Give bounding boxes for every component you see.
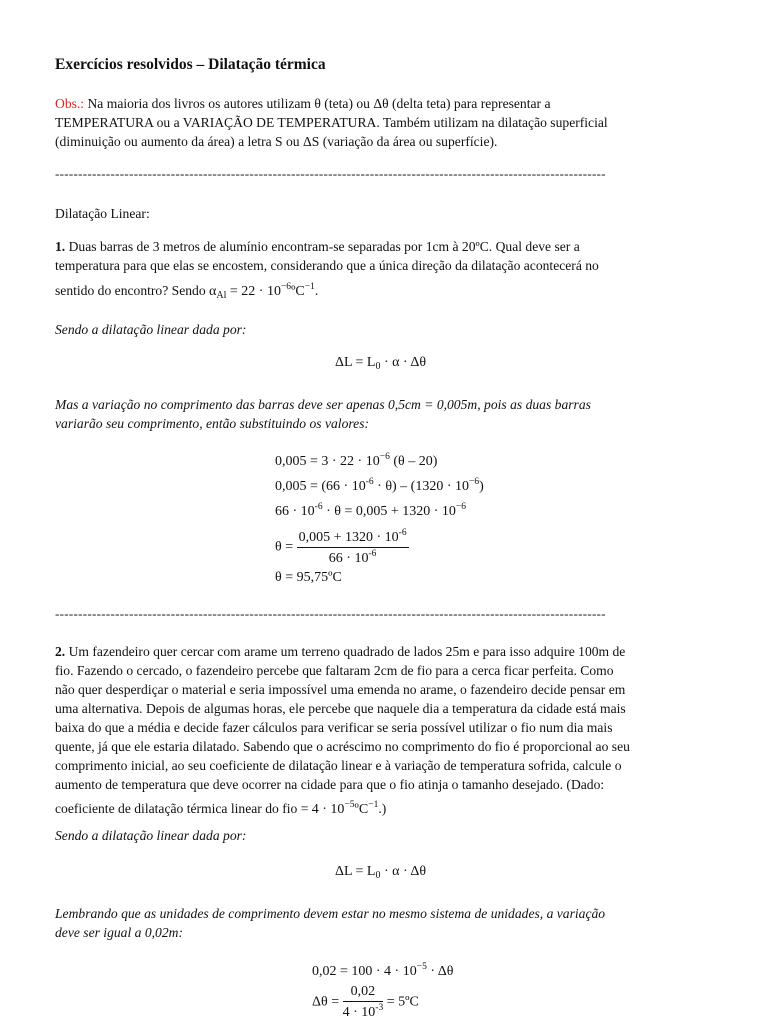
exercise-1-statement — [55, 237, 735, 305]
step-2-part-a: 0,005 = (66 · 10 — [275, 479, 366, 494]
step-1-part-b: (θ – 20) — [389, 454, 438, 469]
exercise-1-explanation-line-2: variarão seu comprimento, então substituindo os valores: — [55, 416, 370, 431]
exercise-1-line-3-end: . — [314, 283, 319, 298]
exercise-1-result: θ = 95,75ºC — [275, 570, 342, 585]
step-4-denominator: $66 \cdot 10^{-6}$ — [328, 549, 377, 566]
formula-rhs: · α · Δθ — [380, 355, 427, 370]
step-3-part-b: · θ = 0,005 + 1320 · 10 — [322, 504, 456, 519]
exercise-1-line-2: temperatura para que elas se encostem, considerando que a única direção da dilatação acontecerá no — [55, 258, 599, 273]
step-3-exponent-2: −6 — [455, 502, 467, 512]
step-1-part-b: · Δθ — [426, 964, 454, 979]
exercise-2-line-9-end: .) — [378, 801, 387, 816]
exercise-2-line-6: quente, já que ele estaria dilatado. Sabendo que o acréscimo no comprimento do fio é proporcional ao seu — [55, 739, 630, 754]
exercise-2-step-2 — [312, 984, 419, 1021]
alpha-subscript: Al — [216, 290, 227, 301]
coef-unit-exponent: −1 — [368, 800, 379, 810]
obs-label: Obs.: — [55, 96, 85, 111]
coef-unit: ºC — [354, 802, 369, 817]
exercise-2-line-3: não quer desperdiçar o material e seria impossível uma emenda no arame, o fazendeiro decide pensar em — [55, 682, 626, 697]
exercise-2-step-1 — [312, 962, 453, 980]
exercise-2-intro: Sendo a dilatação linear dada por: — [55, 828, 247, 843]
alpha-aluminum-formula — [209, 284, 315, 299]
exercise-2-line-4: uma alternativa. Depois de algumas horas, ele percebe que naquele dia a temperatura da cidade está mais — [55, 701, 626, 716]
exercise-2-formula — [335, 864, 426, 881]
exercise-1-line-1: Duas barras de 3 metros de alumínio encontram-se separadas por 1cm à 20ºC. Qual deve ser a — [65, 239, 580, 254]
obs-line-3: (diminuição ou aumento da área) a letra S ou ΔS (variação da área ou superfície). — [55, 134, 498, 149]
step-4-numerator: $0,005 + 1320 \cdot 10^{-6}$ — [297, 528, 409, 548]
step-4-fraction — [297, 528, 409, 567]
exercise-1-intro: Sendo a dilatação linear dada por: — [55, 322, 247, 337]
step-2-denominator: $4 \cdot 10^{-3}$ — [342, 1003, 384, 1020]
step-2-exponent-1: -6 — [365, 477, 374, 487]
obs-paragraph — [55, 94, 735, 151]
exercise-1-step-3 — [275, 502, 466, 520]
step-2-fraction — [343, 984, 384, 1021]
exercise-2-number: 2. — [55, 644, 66, 659]
step-2-part-b: · θ) – (1320 · 10 — [373, 479, 470, 494]
alpha-symbol: α — [209, 284, 217, 299]
step-1-exponent: −5 — [416, 962, 427, 972]
exercise-1-step-2 — [275, 477, 484, 495]
step-4-lhs: θ = — [275, 539, 294, 555]
exercise-2-explanation-line-2: deve ser igual a 0,02m: — [55, 925, 183, 940]
exercise-2-line-2: fio. Fazendo o cercado, o fazendeiro percebe que faltaram 2cm de fio para a cerca ficar perfeita. Como — [55, 663, 614, 678]
formula-subscript: 0 — [375, 361, 381, 372]
exercise-2-statement — [55, 642, 745, 819]
step-3-part-a: 66 · 10 — [275, 504, 315, 519]
exercise-2-explanation-line-1: Lembrando que as unidades de comprimento devem estar no mesmo sistema de unidades, a variação — [55, 906, 606, 921]
step-3-exponent-1: -6 — [314, 502, 323, 512]
exercise-2-line-7: comprimento inicial, ao seu coeficiente de dilatação linear e à variação de temperatura sofrida, calcule o — [55, 758, 622, 773]
step-2-result: = 5ºC — [383, 994, 419, 1010]
alpha-unit: ºC — [291, 284, 305, 299]
section-heading: Dilatação Linear: — [55, 206, 150, 221]
step-1-exponent: −6 — [379, 452, 390, 462]
exercise-1-number: 1. — [55, 239, 66, 254]
separator-2: ----------------------------------------------------------------------------------------------------------------------- — [55, 606, 606, 621]
formula-lhs: ΔL = L — [335, 864, 376, 879]
step-2-part-c: ) — [479, 479, 484, 494]
exercise-1-step-1 — [275, 452, 437, 470]
obs-line-1: Na maioria dos livros os autores utilizam θ (teta) ou Δθ (delta teta) para representar a — [84, 96, 551, 111]
coef-exponent: −5 — [344, 800, 355, 810]
alpha-exponent: −6 — [280, 282, 292, 292]
step-2-numerator: 0,02 — [343, 984, 384, 1002]
formula-lhs: ΔL = L — [335, 355, 376, 370]
exercise-1-explanation-line-1: Mas a variação no comprimento das barras deve ser apenas 0,5cm = 0,005m, pois as duas barras — [55, 397, 591, 412]
formula-subscript: 0 — [375, 870, 381, 881]
exercise-2-line-1: Um fazendeiro quer cercar com arame um terreno quadrado de lados 25m e para isso adquire 100m de — [65, 644, 626, 659]
step-1-part-a: 0,02 = 100 · 4 · 10 — [312, 964, 417, 979]
exercise-2-explanation — [55, 904, 745, 942]
step-1-part-a: 0,005 = 3 · 22 · 10 — [275, 454, 380, 469]
exercise-2-line-5: baixa do que a média e decide fazer cálculos para verificar se seria possível utilizar o fio num dia mais — [55, 720, 613, 735]
alpha-value: = 22 · 10 — [226, 284, 281, 299]
wire-coefficient — [312, 802, 379, 817]
formula-rhs: · α · Δθ — [380, 864, 427, 879]
exercise-2-line-8: aumento de temperatura que deve ocorrer na cidade para que o fio atinja o tamanho desejado. (Dado: — [55, 777, 605, 792]
obs-line-2: TEMPERATURA ou a VARIAÇÃO DE TEMPERATURA. Também utilizam na dilatação superficial — [55, 115, 608, 130]
step-2-lhs: Δθ = — [312, 994, 340, 1010]
separator-1: ----------------------------------------------------------------------------------------------------------------------- — [55, 166, 606, 181]
exercise-1-formula — [335, 355, 426, 372]
step-2-exponent-2: −6 — [469, 477, 480, 487]
alpha-unit-exponent: −1 — [304, 282, 315, 292]
coef-value: 4 · 10 — [311, 802, 345, 817]
exercise-1-line-3: sentido do encontro? Sendo — [55, 283, 210, 298]
page-title: Exercícios resolvidos – Dilatação térmica — [55, 56, 326, 73]
exercise-2-line-9: coeficiente de dilatação térmica linear do fio = — [55, 801, 312, 816]
exercise-1-step-4 — [275, 528, 409, 567]
exercise-1-explanation — [55, 395, 735, 433]
